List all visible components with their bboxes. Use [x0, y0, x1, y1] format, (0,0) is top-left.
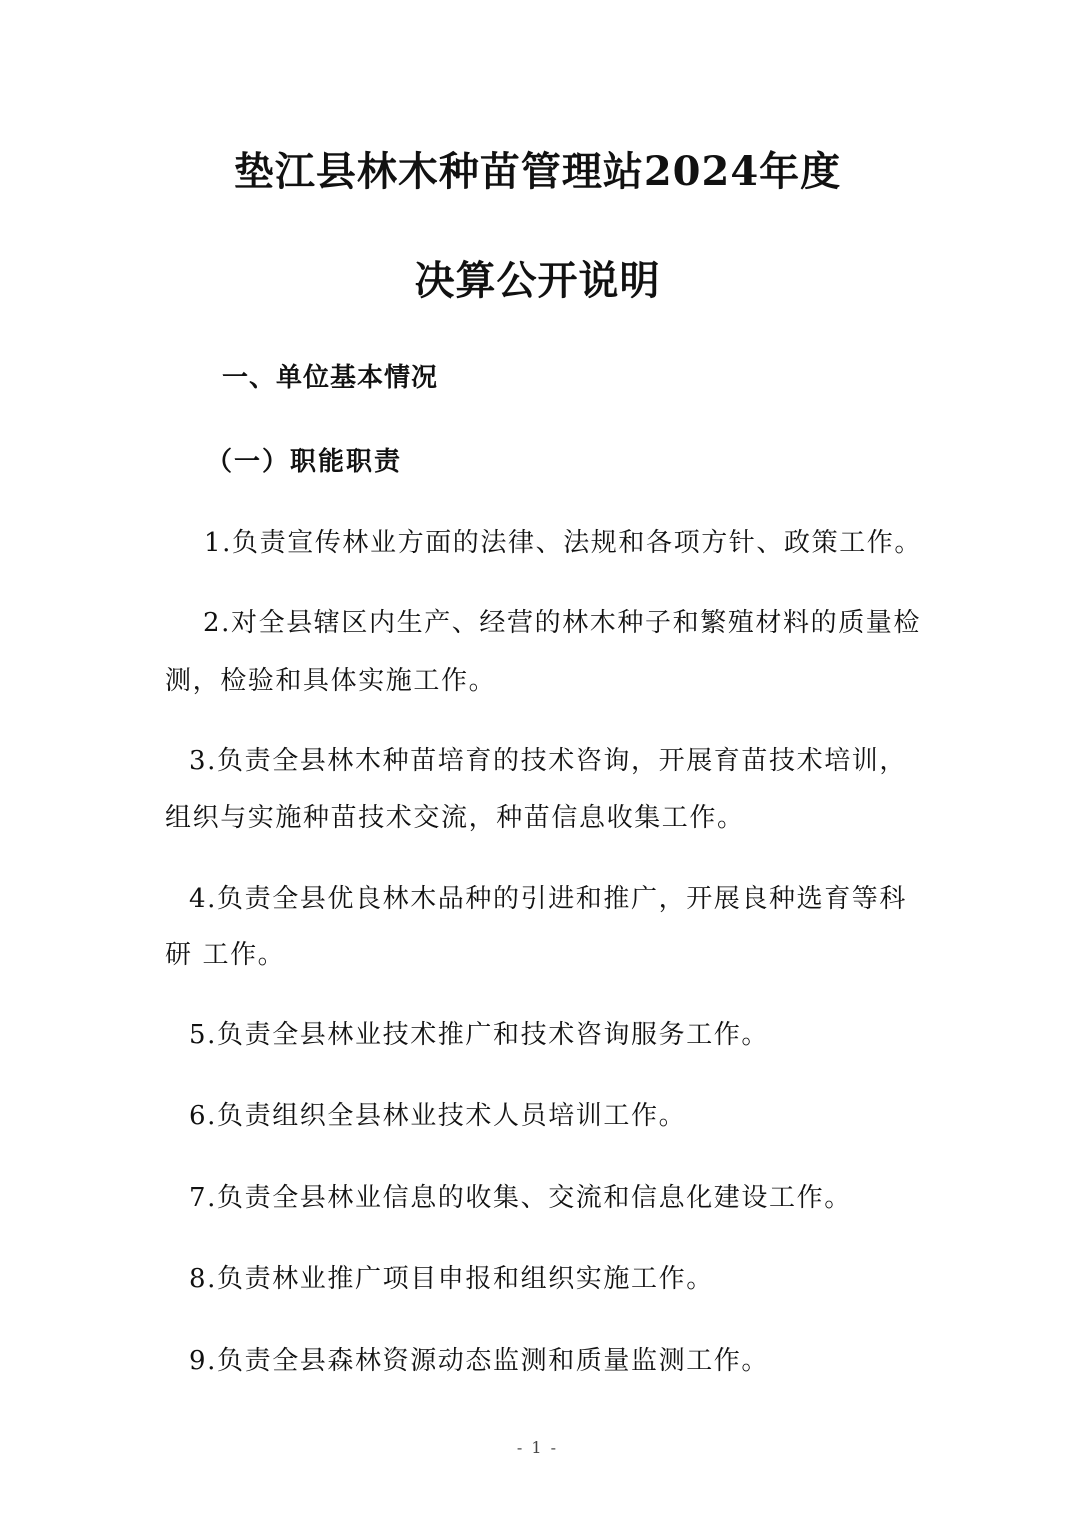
duty-item-7: 7.负责全县林业信息的收集、交流和信息化建设工作。 [189, 1183, 852, 1213]
duty-item-1: 1.负责宣传林业方面的法律、法规和各项方针、政策工作。 [204, 528, 923, 558]
duty-item-8: 8.负责林业推广项目申报和组织实施工作。 [189, 1264, 714, 1294]
duty-item-3-line-1: 3.负责全县林木种苗培育的技术咨询，开展育苗技术培训， [189, 746, 908, 776]
duty-item-9: 9.负责全县森林资源动态监测和质量监测工作。 [189, 1346, 770, 1376]
subsection-heading-functions-duties: （一）职能职责 [206, 447, 403, 477]
duty-item-4-line-1: 4.负责全县优良林木品种的引进和推广，开展良种选育等科 [189, 884, 908, 914]
page-number: - 1 - [516, 1438, 559, 1457]
duty-item-2-line-1: 2.对全县辖区内生产、经营的林木种子和繁殖材料的质量检 [203, 608, 922, 638]
duty-item-5: 5.负责全县林业技术推广和技术咨询服务工作。 [189, 1020, 770, 1050]
section-heading-unit-basic-info: 一、单位基本情况 [222, 363, 439, 393]
document-title-line-2: 决算公开说明 [414, 257, 661, 304]
duty-item-6: 6.负责组织全县林业技术人员培训工作。 [189, 1101, 687, 1131]
document-title-line-1: 垫江县林木种苗管理站2024年度 [233, 148, 842, 195]
duty-item-3-line-2: 组织与实施种苗技术交流，种苗信息收集工作。 [165, 803, 745, 833]
duty-item-4-line-2: 研 工作。 [165, 940, 286, 970]
duty-item-2-line-2: 测，检验和具体实施工作。 [165, 666, 497, 696]
